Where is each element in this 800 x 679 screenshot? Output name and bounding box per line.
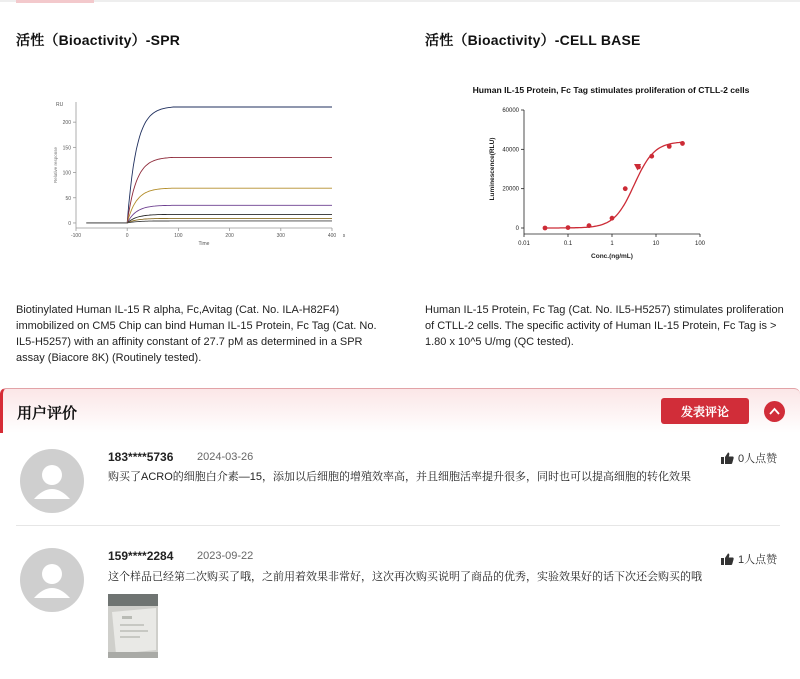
spr-description: Biotinylated Human IL-15 R alpha, Fc,Avitag (Cat. No. ILA-H82F4) immobilized on CM5 Chip can bind Human IL-15 Protein, Fc Tag (Cat. No. IL5-H5257) with an affinity constant of 27.7 pM as determined in a SPR assay (Biacore 8K) (Routinely tested). (16, 304, 377, 364)
spr-y-tick-label: 0 (68, 220, 71, 227)
cell-x-tick-label: 0.01 (518, 241, 530, 247)
cell-y-axis-title: Luminescence(RLU) (489, 137, 496, 201)
spr-x-axis-title: Time (198, 241, 210, 247)
spr-x-tick-label: 300 (276, 233, 285, 239)
cell-chart-svg (436, 82, 786, 268)
cell-y-tick-label: 60000 (502, 108, 519, 114)
avatar (20, 548, 84, 612)
spr-y-tick-label: 200 (62, 120, 71, 127)
reviews-header (0, 388, 800, 433)
cell-data-point (566, 225, 571, 230)
spr-section-title: 活性（Bioactivity）-SPR (16, 32, 181, 48)
cell-data-point (610, 216, 615, 221)
cell-section-title: 活性（Bioactivity）-CELL BASE (425, 32, 641, 48)
review-date: 2023-09-22 (197, 550, 254, 562)
thumbs-up-icon (721, 452, 734, 464)
spr-chart-svg (48, 96, 348, 248)
avatar (20, 449, 84, 513)
cell-fit-curve (545, 142, 683, 228)
spr-y-tick-label: 50 (65, 195, 71, 202)
thumbs-up-icon (721, 553, 734, 565)
post-review-button[interactable]: 发表评论 (661, 398, 749, 424)
spr-y-unit: RU (56, 102, 64, 108)
review-photo-image (108, 594, 158, 658)
collapse-reviews-button[interactable] (764, 401, 785, 422)
cell-x-tick-label: 1 (610, 241, 614, 247)
spr-series-line (127, 221, 332, 223)
cell-y-tick-label: 20000 (502, 186, 519, 193)
cell-description: Human IL-15 Protein, Fc Tag (Cat. No. IL5-H5257) stimulates proliferation of CTLL-2 cells. The specific activity of Human IL-15 Protein, Fc Tag is > 1.80 x 10^5 U/mg (QC tested). (425, 304, 784, 348)
spr-x-tick-label: 400 (327, 233, 337, 239)
review-text: 这个样品已经第二次购买了哦，之前用着效果非常好，这次再次购买说明了商品的优秀，实验效果好的话下次还会购买的哦 (108, 571, 702, 583)
like-count: 0人点赞 (738, 453, 778, 465)
spr-chart (48, 96, 348, 248)
user-placeholder-icon (20, 449, 84, 513)
like-count: 1人点赞 (738, 554, 778, 566)
review-divider (16, 525, 780, 526)
review-text: 购买了ACRO的细胞白介素—15，添加以后细胞的增殖效率高，并且细胞活率提升很多，同时也可以提高细胞的转化效果 (108, 471, 692, 483)
like-button[interactable] (721, 450, 777, 466)
review-username: 183****5736 (108, 450, 174, 464)
cell-x-tick-label: 0.1 (563, 241, 573, 247)
cell-x-tick-label: 10 (652, 241, 660, 247)
reviews-title: 用户评价 (17, 405, 78, 422)
top-tab-accent (16, 0, 94, 3)
top-divider (0, 0, 800, 2)
cell-x-axis-title: Conc.(ng/mL) (591, 253, 633, 260)
cell-chart (436, 82, 786, 268)
cell-data-point (623, 186, 628, 191)
spr-y-tick-label: 150 (62, 145, 71, 152)
spr-x-unit: s (342, 233, 346, 239)
review-photo[interactable] (108, 594, 158, 658)
cell-data-point (649, 154, 654, 159)
user-placeholder-icon (20, 548, 84, 612)
spr-x-tick-label: 100 (174, 233, 183, 239)
cell-data-point (680, 141, 685, 146)
cell-y-tick-label: 40000 (502, 147, 519, 154)
spr-y-tick-label: 100 (62, 170, 71, 177)
cell-data-point (543, 226, 548, 231)
review-date: 2024-03-26 (197, 451, 254, 463)
cell-x-tick-label: 100 (694, 241, 706, 247)
spr-x-tick-label: -100 (70, 233, 82, 239)
cell-data-point (667, 144, 672, 149)
chevron-up-icon (769, 407, 780, 415)
spr-x-tick-label: 0 (125, 233, 129, 239)
cell-y-tick-label: 0 (515, 226, 519, 232)
spr-x-tick-label: 200 (225, 233, 234, 239)
cell-chart-title: Human IL-15 Protein, Fc Tag stimulates proliferation of CTLL-2 cells (472, 85, 750, 95)
spr-series-line (127, 157, 332, 223)
like-button[interactable] (721, 551, 777, 567)
cell-data-point (587, 223, 592, 228)
review-username: 159****2284 (108, 549, 174, 563)
spr-y-axis-title: Relative response (53, 146, 58, 184)
